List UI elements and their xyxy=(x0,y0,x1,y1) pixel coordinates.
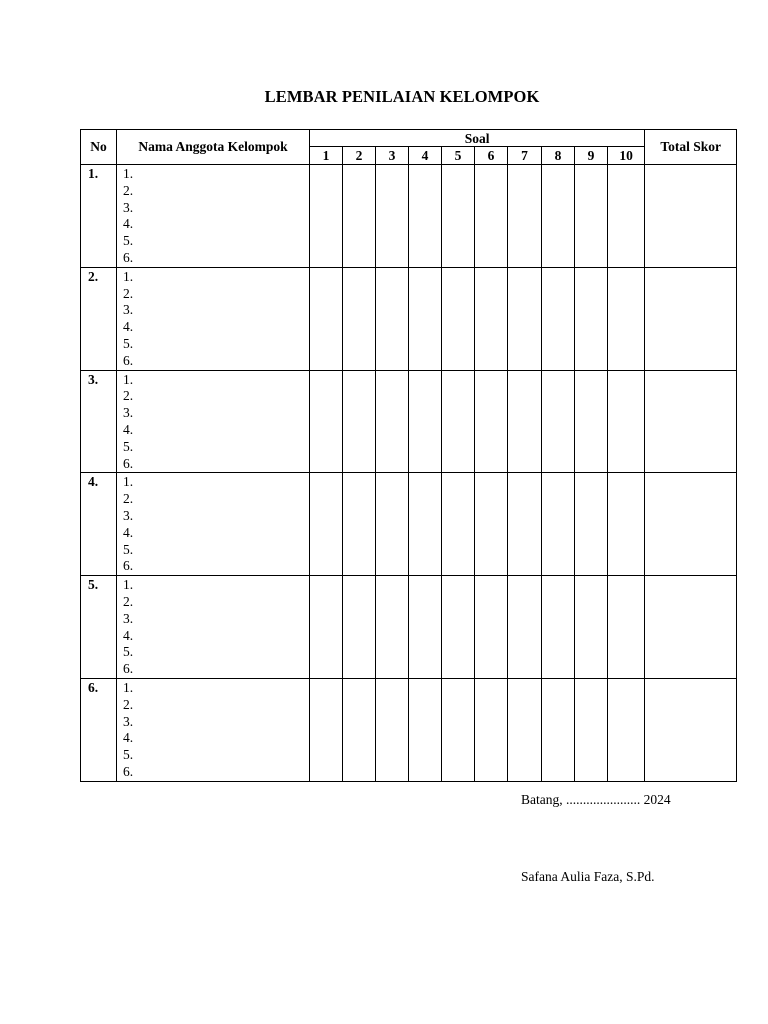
score-cell xyxy=(575,678,608,781)
score-cell xyxy=(542,473,575,576)
score-cell xyxy=(376,473,409,576)
member-item: 4. xyxy=(123,216,134,232)
score-cell xyxy=(343,576,376,679)
score-cell xyxy=(376,165,409,268)
member-item: 1. xyxy=(123,474,134,490)
score-cell xyxy=(343,473,376,576)
member-item: 2. xyxy=(123,593,134,609)
header-soal: Soal xyxy=(310,130,645,147)
score-cell xyxy=(475,678,508,781)
member-item: 4. xyxy=(123,421,134,437)
score-cell xyxy=(475,165,508,268)
score-cell xyxy=(542,370,575,473)
member-item: 3. xyxy=(123,610,134,626)
member-item: 5. xyxy=(123,438,134,454)
member-item: 3. xyxy=(123,405,134,421)
score-cell xyxy=(343,267,376,370)
score-cell xyxy=(608,267,645,370)
header-soal-6: 6 xyxy=(475,147,508,165)
score-cell xyxy=(442,267,475,370)
score-cell xyxy=(442,370,475,473)
table-row xyxy=(81,267,737,370)
table-row xyxy=(81,678,737,781)
member-item: 1. xyxy=(123,577,134,593)
score-cell xyxy=(442,165,475,268)
member-item: 5. xyxy=(123,335,134,351)
group-number: 3. xyxy=(81,370,117,473)
score-cell xyxy=(376,576,409,679)
score-cell xyxy=(343,165,376,268)
score-cell xyxy=(542,678,575,781)
member-item: 1. xyxy=(123,268,134,284)
member-list xyxy=(117,267,310,370)
signatory-name: Safana Aulia Faza, S.Pd. xyxy=(521,869,655,884)
member-item: 2. xyxy=(123,696,134,712)
score-cell xyxy=(508,165,542,268)
member-item: 3. xyxy=(123,302,134,318)
score-cell xyxy=(376,267,409,370)
member-list xyxy=(117,473,310,576)
score-cell xyxy=(475,576,508,679)
score-cell xyxy=(575,576,608,679)
header-soal-8: 8 xyxy=(542,147,575,165)
score-cell xyxy=(608,678,645,781)
score-cell xyxy=(508,267,542,370)
score-cell xyxy=(442,678,475,781)
score-cell xyxy=(475,370,508,473)
score-cell xyxy=(542,267,575,370)
member-item: 6. xyxy=(123,661,134,677)
assessment-table xyxy=(80,129,737,782)
score-cell xyxy=(575,473,608,576)
score-cell xyxy=(409,678,442,781)
member-item: 5. xyxy=(123,644,134,660)
total-score-cell xyxy=(645,678,737,781)
member-item: 6. xyxy=(123,249,134,265)
score-cell xyxy=(508,370,542,473)
score-cell xyxy=(475,473,508,576)
member-item: 6. xyxy=(123,352,134,368)
member-item: 1. xyxy=(123,371,134,387)
score-cell xyxy=(409,473,442,576)
score-cell xyxy=(608,165,645,268)
member-item: 6. xyxy=(123,558,134,574)
member-item: 2. xyxy=(123,182,134,198)
member-item: 3. xyxy=(123,507,134,523)
member-item: 4. xyxy=(123,319,134,335)
score-cell xyxy=(310,370,343,473)
score-cell xyxy=(442,473,475,576)
member-list xyxy=(117,165,310,268)
member-item: 1. xyxy=(123,166,134,181)
header-soal-2: 2 xyxy=(343,147,376,165)
score-cell xyxy=(310,165,343,268)
group-number: 6. xyxy=(81,678,117,781)
group-number: 2. xyxy=(81,267,117,370)
score-cell xyxy=(409,576,442,679)
table-row xyxy=(81,576,737,679)
member-item: 2. xyxy=(123,388,134,404)
total-score-cell xyxy=(645,165,737,268)
score-cell xyxy=(575,370,608,473)
table-row xyxy=(81,165,737,268)
header-soal-9: 9 xyxy=(575,147,608,165)
member-item: 4. xyxy=(123,627,134,643)
score-cell xyxy=(310,576,343,679)
page-title: LEMBAR PENILAIAN KELOMPOK xyxy=(264,87,540,106)
member-item: 5. xyxy=(123,541,134,557)
table-row xyxy=(81,473,737,576)
group-number: 5. xyxy=(81,576,117,679)
header-soal-1: 1 xyxy=(310,147,343,165)
score-cell xyxy=(343,370,376,473)
score-cell xyxy=(343,678,376,781)
member-item: 5. xyxy=(123,233,134,249)
score-cell xyxy=(409,165,442,268)
groups-body xyxy=(81,165,737,782)
member-item: 3. xyxy=(123,199,134,215)
score-cell xyxy=(376,678,409,781)
member-item: 6. xyxy=(123,455,134,471)
score-cell xyxy=(376,370,409,473)
total-score-cell xyxy=(645,473,737,576)
score-cell xyxy=(608,370,645,473)
header-soal-10: 10 xyxy=(608,147,645,165)
score-cell xyxy=(310,678,343,781)
header-name: Nama Anggota Kelompok xyxy=(117,130,310,165)
score-cell xyxy=(442,576,475,679)
total-score-cell xyxy=(645,370,737,473)
score-cell xyxy=(508,678,542,781)
score-cell xyxy=(542,165,575,268)
score-cell xyxy=(409,370,442,473)
member-item: 3. xyxy=(123,713,134,729)
score-cell xyxy=(508,473,542,576)
member-item: 6. xyxy=(123,763,134,779)
member-list xyxy=(117,576,310,679)
score-cell xyxy=(409,267,442,370)
score-cell xyxy=(608,576,645,679)
member-item: 4. xyxy=(123,730,134,746)
score-cell xyxy=(575,267,608,370)
group-number: 4. xyxy=(81,473,117,576)
member-item: 5. xyxy=(123,747,134,763)
score-cell xyxy=(608,473,645,576)
total-score-cell xyxy=(645,267,737,370)
score-cell xyxy=(310,473,343,576)
header-soal-4: 4 xyxy=(409,147,442,165)
score-cell xyxy=(310,267,343,370)
score-cell xyxy=(575,165,608,268)
member-list xyxy=(117,370,310,473)
member-item: 2. xyxy=(123,285,134,301)
member-item: 4. xyxy=(123,524,134,540)
member-item: 2. xyxy=(123,491,134,507)
group-number: 1. xyxy=(81,165,117,268)
score-cell xyxy=(508,576,542,679)
header-no: No xyxy=(81,130,117,165)
header-soal-3: 3 xyxy=(376,147,409,165)
table-row xyxy=(81,370,737,473)
score-cell xyxy=(542,576,575,679)
member-list xyxy=(117,678,310,781)
member-item: 1. xyxy=(123,679,134,695)
header-total: Total Skor xyxy=(645,130,737,165)
header-soal-5: 5 xyxy=(442,147,475,165)
header-soal-7: 7 xyxy=(508,147,542,165)
total-score-cell xyxy=(645,576,737,679)
score-cell xyxy=(475,267,508,370)
place-date: Batang, ...................... 2024 xyxy=(521,792,671,807)
